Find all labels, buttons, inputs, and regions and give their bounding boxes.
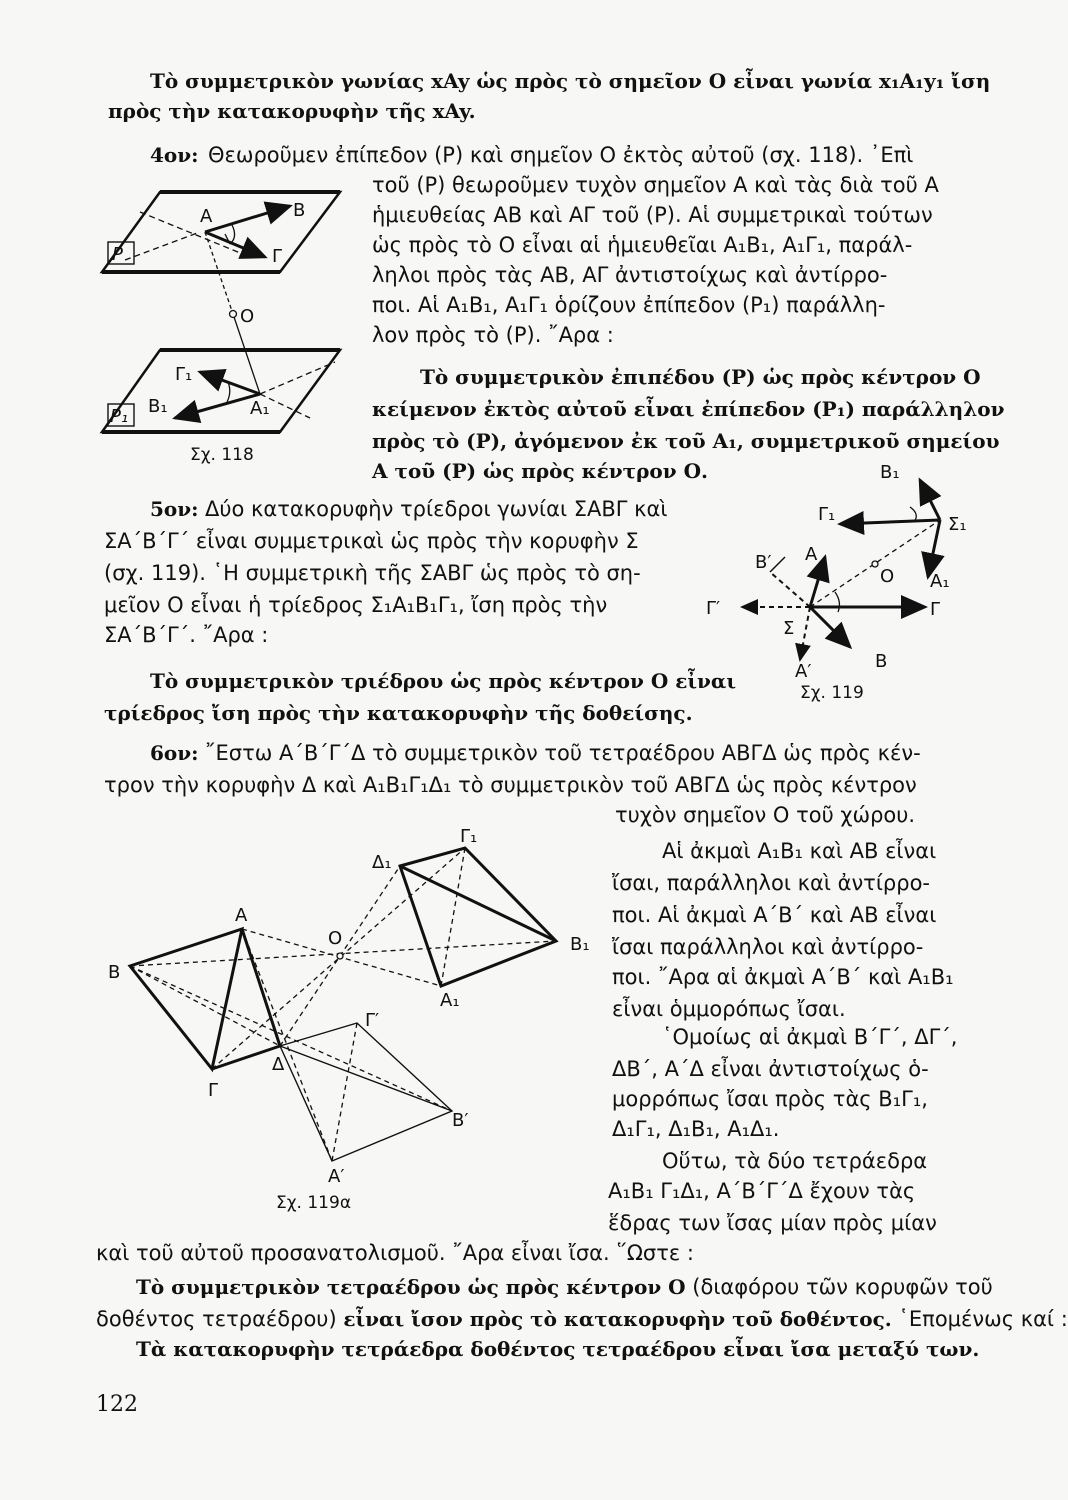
line-39	[96, 1306, 1068, 1332]
line-33: Δ₁Γ₁, Δ₁Β₁, Α₁Δ₁.	[612, 1117, 780, 1141]
line-28: ποι. ῎Αρα αἱ ἀκμαὶ Α΄Β΄ καὶ Α₁Β₁	[612, 965, 954, 989]
fig119a-label-Gp: Γ′	[365, 1010, 380, 1031]
line-34: Οὕτω, τὰ δύο τετράεδρα	[662, 1149, 928, 1173]
fig119-caption: Σχ. 119	[800, 683, 864, 703]
line-18: ΣΑ΄Β΄Γ΄. ῎Αρα :	[104, 623, 269, 647]
item-label-4: 4ον:	[150, 143, 199, 167]
fig119-label-G: Γ	[930, 599, 941, 620]
line-29: εἶναι ὁμμορόπως ἴσαι.	[612, 997, 846, 1021]
line-31: ΔΒ΄, Α΄Δ εἶναι ἀντιστοίχως ὁ-	[612, 1057, 929, 1081]
line-14: Δύο κατακορυφὴν τρίεδροι γωνίαι ΣΑΒΓ καὶ	[205, 497, 668, 521]
line-38-bold: Τὸ συμμετρικὸν τετραέδρου ὡς πρὸς κέντρον Ο	[136, 1275, 686, 1299]
line-5: ἡμιευθείας ΑΒ καὶ ΑΓ τοῦ (Ρ). Αἱ συμμετρικαὶ τούτων	[372, 203, 933, 227]
fig119-label-B: B	[875, 651, 888, 672]
fig119a-label-G: Γ	[208, 1080, 219, 1101]
fig119a-label-A1: A₁	[440, 990, 460, 1011]
fig119-label-Ap: A′	[795, 661, 812, 682]
line-10: Τὸ συμμετρικὸν ἐπιπέδου (Ρ) ὡς πρὸς κέντρον Ο	[420, 365, 981, 389]
line-26: ποι. Αἱ ἀκμαὶ Α΄Β΄ καὶ ΑΒ εἶναι	[612, 903, 937, 927]
fig119-label-G1: Γ₁	[818, 504, 836, 525]
fig119a-label-D: Δ	[272, 1054, 285, 1075]
line-13: Α τοῦ (Ρ) ὡς πρὸς κέντρον Ο.	[372, 459, 708, 483]
line-16: (σχ. 119). ῾Η συμμετρικὴ τῆς ΣΑΒΓ ὡς πρὸς τὸ ση-	[104, 561, 641, 585]
line-19: Τὸ συμμετρικὸν τριέδρου ὡς πρὸς κέντρον Ο εἶναι	[150, 669, 736, 693]
fig119-label-S: Σ	[783, 618, 795, 639]
fig119a-label-B1: B₁	[570, 934, 590, 955]
fig119a-label-Ap: A′	[328, 1166, 345, 1187]
fig118-label-A1: A₁	[250, 398, 270, 419]
figure-118	[100, 182, 360, 472]
line-30: ῾Ομοίως αἱ ἀκμαὶ Β΄Γ΄, ΔΓ΄,	[662, 1025, 958, 1049]
fig119-label-A1: A₁	[930, 571, 950, 592]
line-9: λον πρὸς τὸ (Ρ). ῎Αρα :	[372, 323, 614, 347]
fig119a-label-G1: Γ₁	[460, 826, 478, 847]
fig119a-label-B: B	[108, 962, 121, 983]
fig118-label-G: Γ	[272, 246, 283, 267]
line-39-normal-a: δοθέντος τετραέδρου)	[96, 1307, 337, 1331]
line-11: κείμενον ἐκτὸς αὐτοῦ εἶναι ἐπίπεδον (Ρ₁) παράλληλον	[372, 397, 1005, 421]
fig119a-label-Bp: B′	[452, 1110, 469, 1131]
line-23: τυχὸν σημεῖον Ο τοῦ χώρου.	[615, 803, 916, 827]
fig118-label-P: P	[112, 244, 123, 265]
line-1: Τὸ συμμετρικὸν γωνίας xAy ὡς πρὸς τὸ σημεῖον Ο εἶναι γωνία x₁A₁y₁ ἴση	[150, 69, 991, 93]
line-7: ληλοι πρὸς τὰς ΑΒ, ΑΓ ἀντιστοίχως καὶ ἀντίρρο-	[372, 263, 888, 287]
fig118-label-B: B	[293, 200, 306, 221]
line-35: Α₁Β₁ Γ₁Δ₁, Α΄Β΄Γ΄Δ ἔχουν τὰς	[608, 1179, 916, 1203]
line-24: Αἱ ἀκμαὶ Α₁Β₁ καὶ ΑΒ εἶναι	[662, 839, 937, 863]
fig119a-label-A: A	[235, 905, 248, 926]
line-25: ἴσαι, παράλληλοι καὶ ἀντίρρο-	[612, 871, 931, 895]
item-label-5: 5ον:	[150, 497, 199, 521]
fig118-label-P1: P₁	[110, 406, 129, 427]
fig119-label-A: A	[805, 544, 818, 565]
page-number: 122	[96, 1392, 138, 1417]
fig118-caption: Σχ. 118	[190, 445, 254, 465]
item-label-6: 6ον:	[150, 741, 199, 765]
fig118-label-B1: B₁	[148, 396, 168, 417]
line-37: καὶ τοῦ αὐτοῦ προσανατολισμοῦ. ῎Αρα εἶναι ἴσα. ῞Ωστε :	[96, 1241, 694, 1265]
fig118-label-O: O	[240, 306, 255, 327]
fig119-label-Gp: Γ′	[706, 598, 721, 619]
line-20: τρίεδρος ἴση πρὸς τὴν κατακορυφὴν τῆς δοθείσης.	[104, 701, 693, 725]
line-17: μεῖον Ο εἶναι ἡ τρίεδρος Σ₁Α₁Β₁Γ₁, ἴση πρὸς τὴν	[104, 593, 608, 617]
line-36: ἕδρας των ἴσας μίαν πρὸς μίαν	[608, 1211, 937, 1235]
line-32: μορρόπως ἴσαι πρὸς τὰς Β₁Γ₁,	[612, 1087, 928, 1111]
line-6: ὡς πρὸς τὸ Ο εἶναι αἱ ἡμιευθεῖαι Α₁Β₁, Α₁Γ₁, παράλ-	[372, 233, 913, 257]
fig119-label-O: O	[880, 566, 895, 587]
line-40: Τὰ κατακορυφὴν τετράεδρα δοθέντος τετραέδρου εἶναι ἴσα μεταξύ των.	[136, 1337, 980, 1361]
line-38-normal: (διαφόρου τῶν κορυφῶν τοῦ	[692, 1275, 993, 1299]
fig118-label-A: A	[200, 206, 213, 227]
line-2: πρὸς τὴν κατακορυφὴν τῆς xAy.	[108, 99, 476, 123]
fig119a-caption: Σχ. 119α	[276, 1193, 352, 1213]
line-27: ἴσαι παράλληλοι καὶ ἀντίρρο-	[612, 935, 924, 959]
figure-119	[700, 462, 980, 707]
line-39-normal-b: ῾Επομένως καί :	[898, 1307, 1068, 1331]
line-21: ῎Εστω Α΄Β΄Γ΄Δ τὸ συμμετρικὸν τοῦ τετραέδρου ΑΒΓΔ ὡς πρὸς κέν-	[205, 741, 921, 765]
line-8: ποι. Αἱ Α₁Β₁, Α₁Γ₁ ὁρίζουν ἐπίπεδον (Ρ₁) παράλλη-	[372, 293, 886, 317]
fig119-label-Bp: B′	[755, 552, 772, 573]
fig119a-label-O: O	[328, 928, 343, 949]
fig119-label-B1: B₁	[880, 462, 900, 483]
fig118-label-G1: Γ₁	[175, 364, 193, 385]
line-3: Θεωροῦμεν ἐπίπεδον (Ρ) καὶ σημεῖον Ο ἐκτὸς αὐτοῦ (σχ. 118). ᾿Επὶ	[208, 143, 914, 167]
line-15: ΣΑ΄Β΄Γ΄ εἶναι συμμετρικαὶ ὡς πρὸς τὴν κορυφὴν Σ	[104, 529, 639, 553]
fig119a-label-D1: Δ₁	[372, 852, 392, 873]
fig119-label-S1: Σ₁	[948, 514, 967, 535]
figure-119a	[100, 826, 610, 1216]
line-22: τρον τὴν κορυφὴν Δ καὶ Α₁Β₁Γ₁Δ₁ τὸ συμμετρικὸν τοῦ ΑΒΓΔ ὡς πρὸς κέντρον	[104, 773, 917, 797]
line-4: τοῦ (Ρ) θεωροῦμεν τυχὸν σημεῖον Α καὶ τὰς διὰ τοῦ Α	[372, 173, 939, 197]
line-38	[136, 1274, 993, 1300]
line-12: πρὸς τὸ (Ρ), ἀγόμενον ἐκ τοῦ Α₁, συμμετρικοῦ σημείου	[372, 429, 1000, 453]
line-39-bold: εἶναι ἴσον πρὸς τὸ κατακορυφὴν τοῦ δοθέντος.	[343, 1307, 892, 1331]
